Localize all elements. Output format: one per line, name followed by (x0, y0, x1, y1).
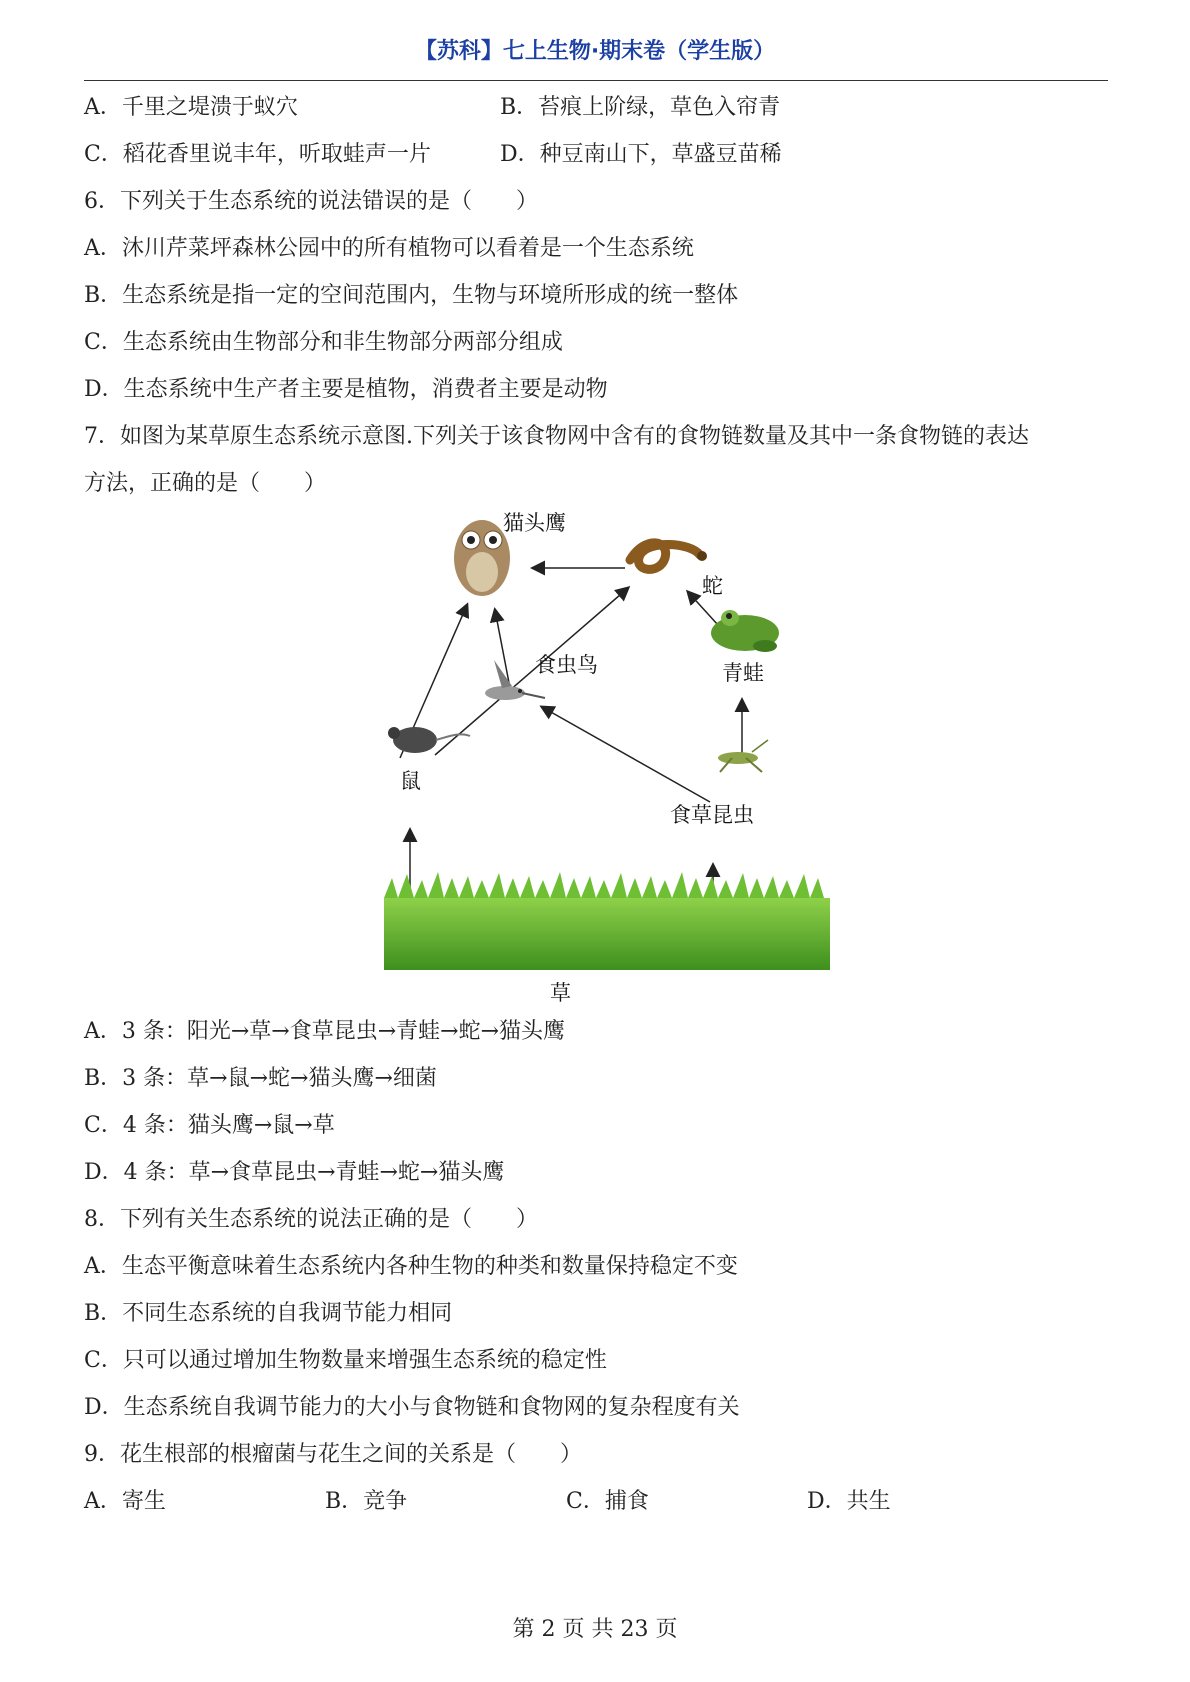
q8-option-c: C．只可以通过增加生物数量来增强生态系统的稳定性 (84, 1348, 607, 1373)
header-divider (84, 80, 1108, 81)
mouse-illustration (388, 727, 470, 753)
owl-label: 猫头鹰 (503, 511, 566, 535)
insect-label: 食草昆虫 (670, 803, 754, 827)
q6-option-a: A．沐川芹菜坪森林公园中的所有植物可以看着是一个生态系统 (84, 236, 694, 261)
page-footer-number: 第 2 页 共 23 页 (512, 1617, 678, 1642)
q9-option-a: A．寄生 (84, 1489, 166, 1514)
q7-option-c: C．4 条：猫头鹰→鼠→草 (84, 1113, 335, 1138)
bird-label: 食虫鸟 (535, 653, 598, 677)
q6-option-c: C．生态系统由生物部分和非生物部分两部分组成 (84, 330, 563, 355)
frog-illustration (711, 610, 779, 652)
owl-illustration (454, 520, 510, 596)
q7-option-d: D．4 条：草→食草昆虫→青蛙→蛇→猫头鹰 (84, 1160, 505, 1185)
grass-label: 草 (550, 981, 571, 1005)
snake-label: 蛇 (702, 574, 723, 598)
q8-stem: 8．下列有关生态系统的说法正确的是（ ） (84, 1207, 538, 1232)
q9-option-b: B．竞争 (325, 1489, 408, 1514)
q7-stem-line1: 7．如图为某草原生态系统示意图.下列关于该食物网中含有的食物链数量及其中一条食物链的表达 (84, 424, 1029, 449)
arrow-insect-to-bird (542, 707, 710, 802)
q9-stem: 9．花生根部的根瘤菌与花生之间的关系是（ ） (84, 1442, 582, 1467)
mouse-label: 鼠 (400, 769, 421, 793)
frog-label: 青蛙 (722, 661, 764, 685)
q5-option-b: B．苔痕上阶绿，草色入帘青 (500, 95, 781, 120)
q7-option-b: B．3 条：草→鼠→蛇→猫头鹰→细菌 (84, 1066, 437, 1091)
q6-stem: 6．下列关于生态系统的说法错误的是（ ） (84, 189, 538, 214)
insect-illustration (718, 740, 768, 772)
snake-illustration (630, 543, 707, 569)
q6-option-d: D．生态系统中生产者主要是植物，消费者主要是动物 (84, 377, 608, 402)
q7-option-a: A．3 条：阳光→草→食草昆虫→青蛙→蛇→猫头鹰 (84, 1019, 566, 1044)
food-web-diagram (370, 500, 840, 1010)
q6-option-b: B．生态系统是指一定的空间范围内，生物与环境所形成的统一整体 (84, 283, 739, 308)
q5-option-c: C．稻花香里说丰年，听取蛙声一片 (84, 142, 431, 167)
page-header-title: 【苏科】七上生物·期末卷（学生版） (414, 39, 776, 64)
q7-stem-line2: 方法，正确的是（ ） (84, 471, 327, 496)
q8-option-d: D．生态系统自我调节能力的大小与食物链和食物网的复杂程度有关 (84, 1395, 740, 1420)
food-web-svg (370, 500, 840, 1010)
q5-option-a: A．千里之堤溃于蚁穴 (84, 95, 298, 120)
q8-option-a: A．生态平衡意味着生态系统内各种生物的种类和数量保持稳定不变 (84, 1254, 738, 1279)
q9-option-c: C．捕食 (566, 1489, 649, 1514)
q8-option-b: B．不同生态系统的自我调节能力相同 (84, 1301, 453, 1326)
q5-option-d: D．种豆南山下，草盛豆苗稀 (500, 142, 782, 167)
q9-option-d: D．共生 (807, 1489, 891, 1514)
grass-illustration (384, 872, 830, 970)
